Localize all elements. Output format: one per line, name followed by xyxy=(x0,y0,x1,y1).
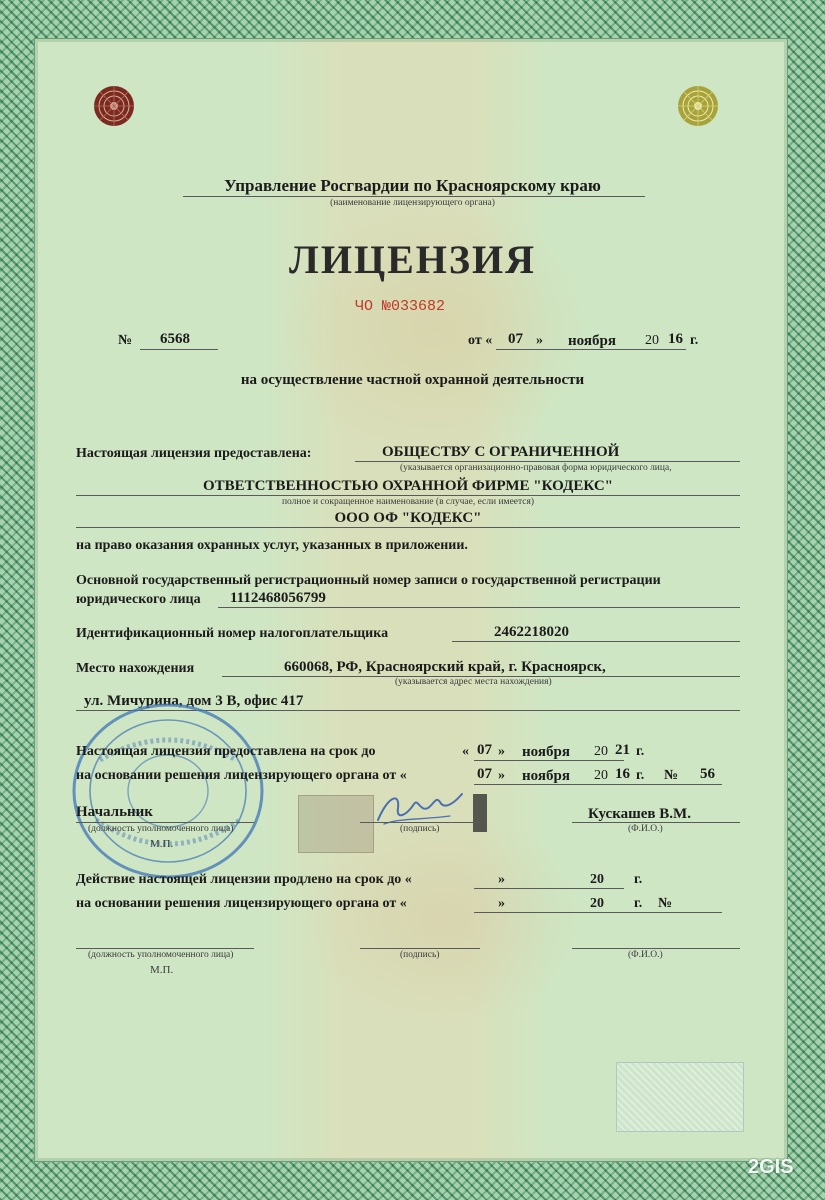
decision-number-label: № xyxy=(664,768,679,783)
grantee-caption1: (указывается организационно-правовая форма юридического лица, xyxy=(400,463,672,473)
term-year-prefix: 20 xyxy=(594,744,608,759)
extension-line1-label: Действие настоящей лицензии продлено на срок до « xyxy=(76,872,412,887)
grantee-short-name: ООО ОФ "КОДЕКС" xyxy=(334,510,482,526)
grantee-line1: ОБЩЕСТВУ С ОГРАНИЧЕННОЙ xyxy=(382,444,620,460)
extension-line2-underline xyxy=(474,912,722,913)
license-year-prefix: 20 xyxy=(645,333,659,348)
decision-close-quote: » xyxy=(498,768,505,783)
name-underline xyxy=(572,822,740,823)
name-caption: (Ф.И.О.) xyxy=(628,824,663,834)
term-year-label: г. xyxy=(636,744,645,759)
position2-caption: (должность уполномоченного лица) xyxy=(88,950,234,960)
term-open-quote: « xyxy=(462,744,469,759)
2gis-watermark: 2GIS xyxy=(748,1156,794,1178)
grantee-line2-underline xyxy=(76,495,740,496)
grantee-line1-underline xyxy=(355,461,740,462)
ogrn-value: 1112468056799 xyxy=(230,590,326,606)
term-month: ноября xyxy=(522,744,570,760)
decision-year-suffix: 16 xyxy=(615,766,630,782)
decision-label: на основании решения лицензирующего органа от « xyxy=(76,768,407,783)
license-month: ноября xyxy=(568,333,616,349)
signature-caption: (подпись) xyxy=(400,824,440,834)
extension-line1-close: » xyxy=(498,872,505,887)
address-line1: 660068, РФ, Красноярский край, г. Красноярск, xyxy=(284,659,606,675)
decision-month: ноября xyxy=(522,768,570,784)
signature2-caption: (подпись) xyxy=(400,950,440,960)
document-title: ЛИЦЕНЗИЯ xyxy=(289,237,536,282)
extension-line1-underline xyxy=(474,888,624,889)
ogrn-label2: юридического лица xyxy=(76,592,201,607)
inn-value: 2462218020 xyxy=(494,624,569,640)
extension-line1-year: 20 xyxy=(590,872,604,887)
extension-line2-num: № xyxy=(658,896,673,911)
decision-year-label: г. xyxy=(636,768,645,783)
extension-line2-label: на основании решения лицензирующего органа от « xyxy=(76,896,407,911)
blank-series-number xyxy=(355,298,445,315)
license-date-underline xyxy=(496,349,686,350)
term-label: Настоящая лицензия предоставлена на срок до xyxy=(76,744,376,759)
grantee-label: Настоящая лицензия предоставлена: xyxy=(76,446,312,461)
license-number-label: № xyxy=(118,333,133,348)
extension-line2-g: г. xyxy=(634,896,643,911)
security-patch xyxy=(616,1062,744,1132)
authority-caption: (наименование лицензирующего органа) xyxy=(330,198,495,208)
address-line2: ул. Мичурина, дом 3 В, офис 417 xyxy=(84,693,304,709)
grantee-line3-underline xyxy=(76,527,740,528)
blank-series: ЧО xyxy=(355,298,374,315)
decision-number: 56 xyxy=(700,766,715,782)
signature2-underline xyxy=(360,948,480,949)
hologram-mark xyxy=(473,794,487,832)
extension-line1-g: г. xyxy=(634,872,643,887)
signatory-name: Кускашев В.М. xyxy=(588,806,691,822)
license-day-close: » xyxy=(536,333,543,348)
signature-underline xyxy=(360,822,480,823)
name2-caption: (Ф.И.О.) xyxy=(628,950,663,960)
position-caption: (должность уполномоченного лица) xyxy=(88,824,234,834)
seal-place-label-2: М.П. xyxy=(150,964,174,976)
round-stamp-icon xyxy=(70,700,266,882)
rosette-left-icon xyxy=(92,84,136,128)
grantee-line2: ОТВЕТСТВЕННОСТЬЮ ОХРАННОЙ ФИРМЕ "КОДЕКС" xyxy=(202,478,614,494)
right-statement: на право оказания охранных услуг, указанных в приложении. xyxy=(76,538,468,553)
signatory-position: Начальник xyxy=(76,804,153,820)
hologram-patch xyxy=(298,795,374,853)
ogrn-label1: Основной государственный регистрационный номер записи о государственной регистрации xyxy=(76,573,661,588)
address-caption: (указывается адрес места нахождения) xyxy=(395,677,552,687)
decision-day: 07 xyxy=(477,766,492,782)
position2-underline xyxy=(76,948,254,949)
license-number-underline xyxy=(140,349,218,350)
ogrn-underline xyxy=(218,607,740,608)
term-close-quote: » xyxy=(498,744,505,759)
term-day: 07 xyxy=(477,742,492,758)
license-number: 6568 xyxy=(160,331,190,347)
license-day: 07 xyxy=(508,331,523,347)
position-underline xyxy=(76,822,254,823)
license-year-label: г. xyxy=(690,333,699,348)
extension-line2-year: 20 xyxy=(590,896,604,911)
inn-underline xyxy=(452,641,740,642)
decision-underline xyxy=(474,784,722,785)
authority-underline xyxy=(183,196,645,197)
authority-name: Управление Росгвардии по Красноярскому краю xyxy=(224,176,601,195)
term-year-suffix: 21 xyxy=(615,742,630,758)
address-label: Место нахождения xyxy=(76,661,195,676)
license-year-suffix: 16 xyxy=(668,331,683,347)
license-date-from-label: от « xyxy=(468,333,493,348)
term-underline xyxy=(474,760,624,761)
inn-label: Идентификационный номер налогоплательщика xyxy=(76,626,389,641)
seal-place-label: М.П. xyxy=(150,838,174,850)
decision-year-prefix: 20 xyxy=(594,768,608,783)
name2-underline xyxy=(572,948,740,949)
grantee-caption2: полное и сокращенное наименование (в случае, если имеется) xyxy=(281,497,535,507)
activity-type: на осуществление частной охранной деятельности xyxy=(240,372,585,388)
rosette-right-icon xyxy=(676,84,720,128)
extension-line2-close: » xyxy=(498,896,505,911)
blank-number: №033682 xyxy=(382,298,446,315)
